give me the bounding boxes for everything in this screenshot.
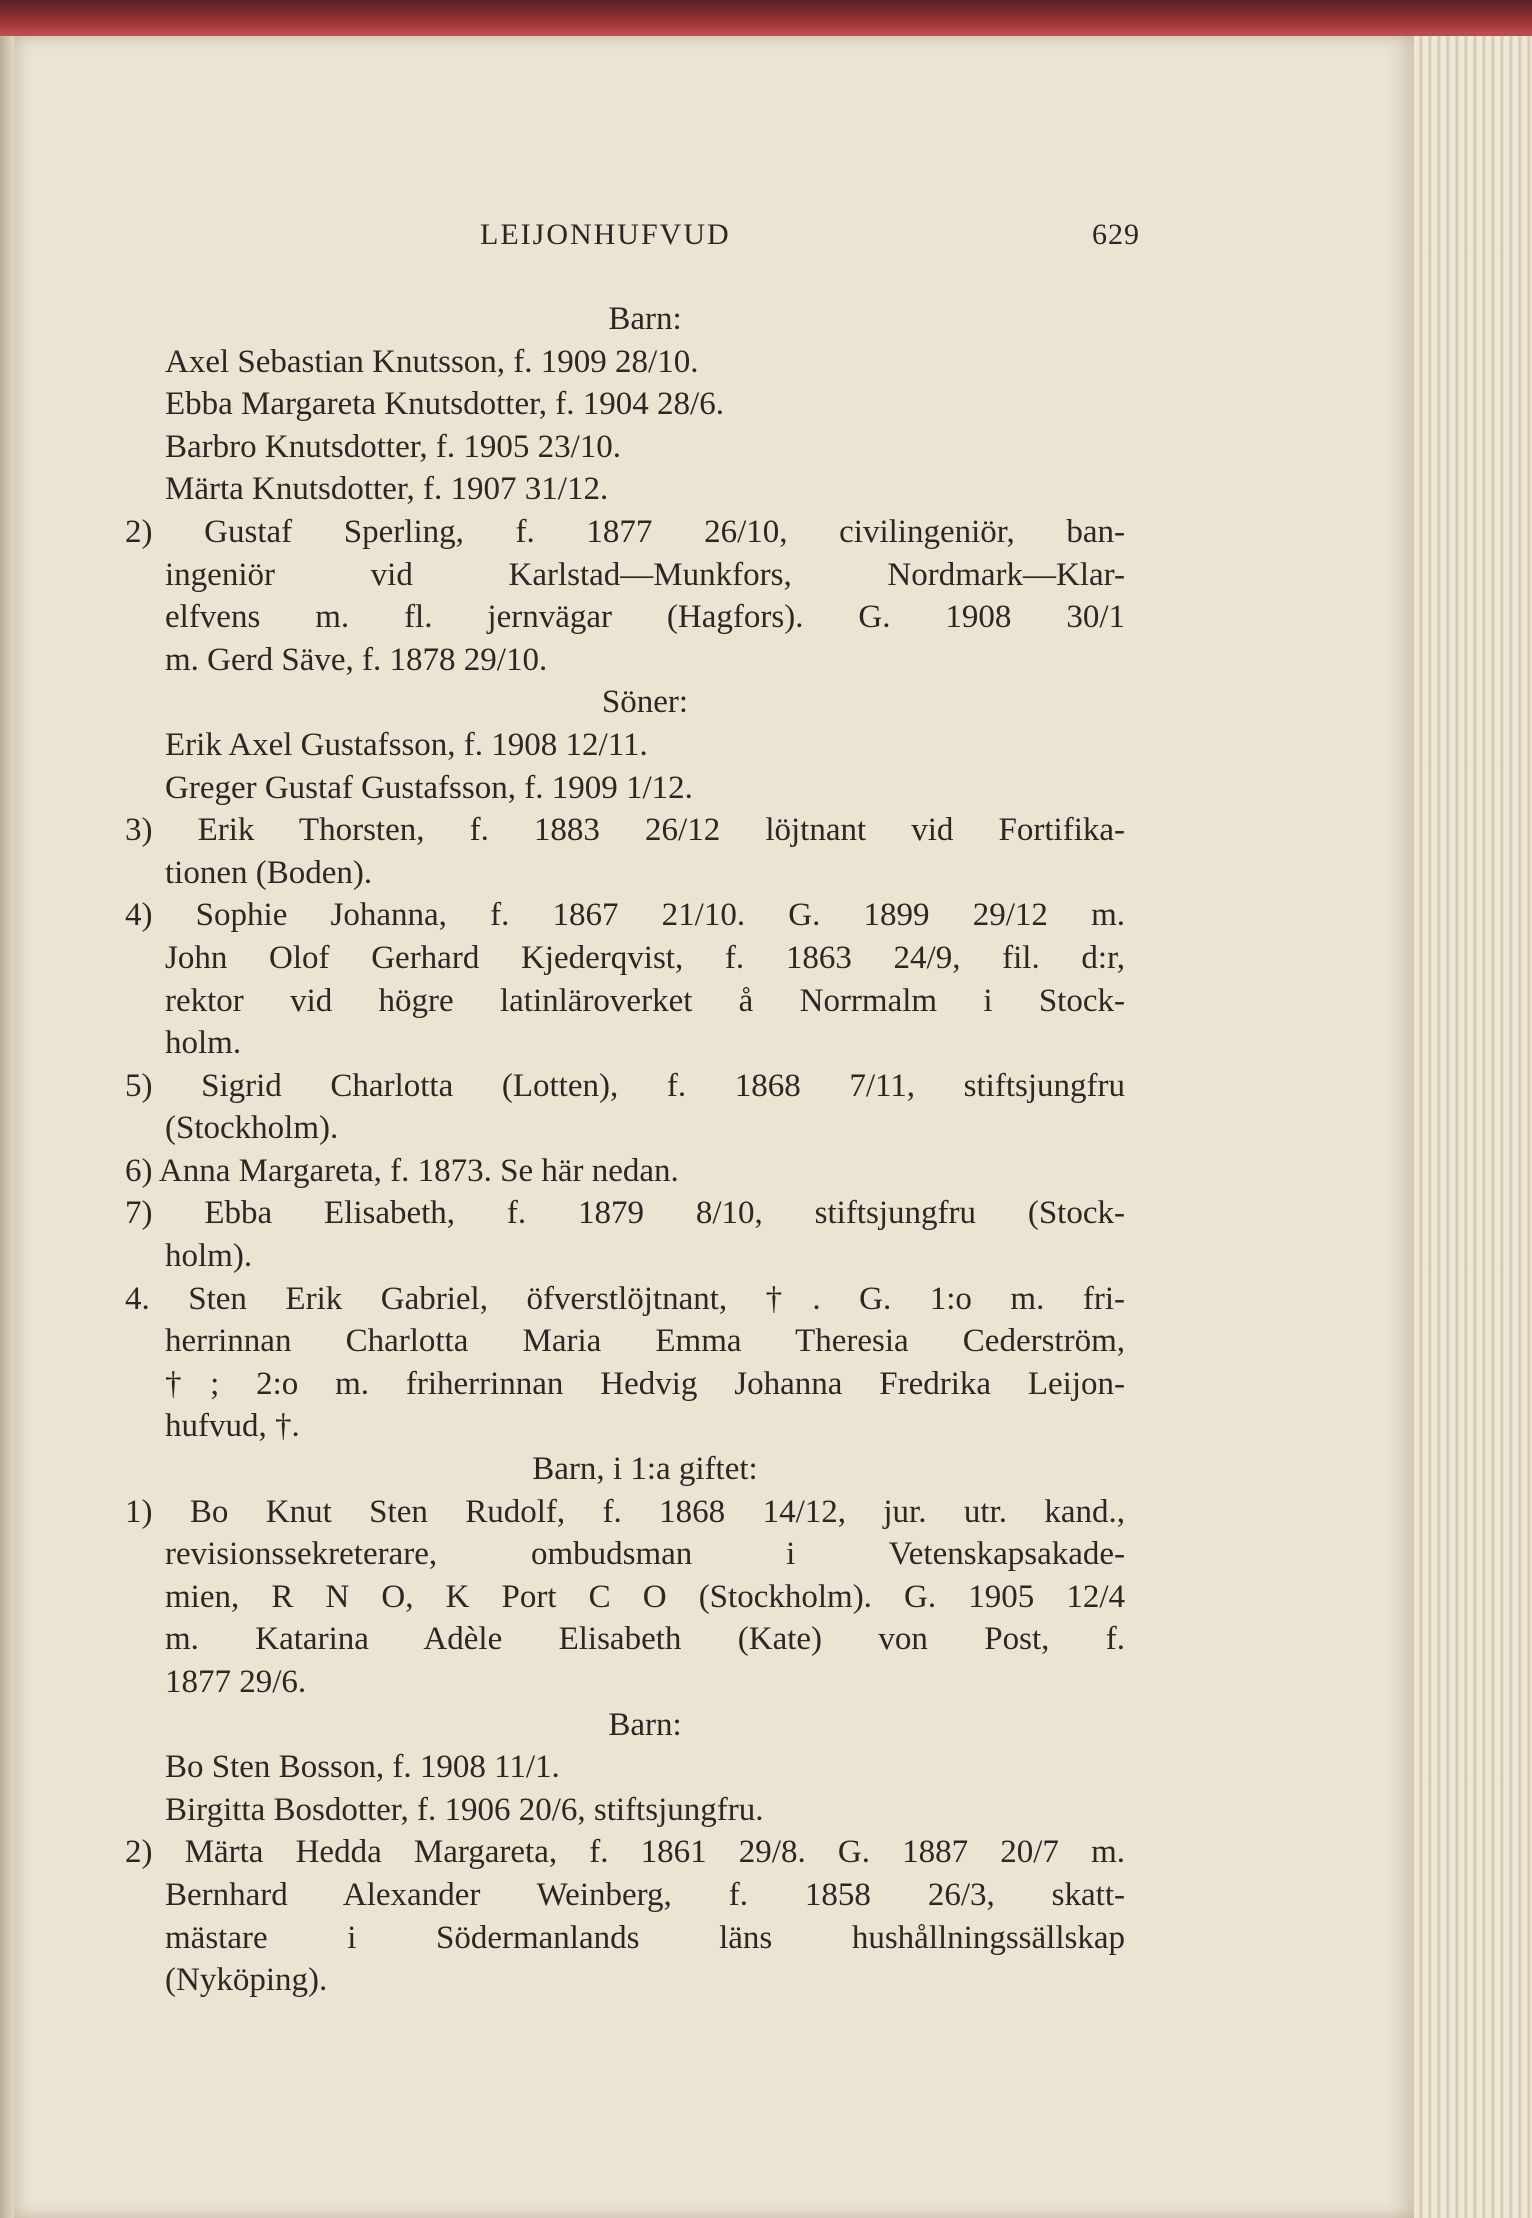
text-line: ingeniör vid Karlstad—Munkfors, Nordmark—Klar-: [165, 556, 1125, 593]
text-line: m. Katarina Adèle Elisabeth (Kate) von Post, f.: [165, 1621, 1125, 1658]
text-line: Axel Sebastian Knutsson, f. 1909 28/10.: [165, 343, 699, 380]
text-line: revisionssekreterare, ombudsman i Vetenskapsakade-: [165, 1536, 1125, 1573]
genealogy-text: [125, 298, 1125, 2002]
running-title: LEIJONHUFVUD: [480, 218, 731, 251]
text-line: †; 2:o m. friherrinnan Hedvig Johanna Fredrika Leijon-: [165, 1365, 1125, 1402]
text-line: Barn:: [608, 1706, 682, 1743]
text-line: 5) Sigrid Charlotta (Lotten), f. 1868 7/11, stiftsjungfru: [125, 1067, 1125, 1104]
text-line: 2) Märta Hedda Margareta, f. 1861 29/8. G. 1887 20/7 m.: [125, 1834, 1125, 1871]
text-line: Barn:: [608, 301, 682, 337]
text-line: 4) Sophie Johanna, f. 1867 21/10. G. 1899 29/12 m.: [125, 897, 1125, 934]
text-line: tionen (Boden).: [165, 854, 373, 891]
text-line: elfvens m. fl. jernvägar (Hagfors). G. 1908 30/1: [165, 599, 1125, 636]
text-line: Ebba Margareta Knutsdotter, f. 1904 28/6.: [165, 386, 724, 423]
text-line: 7) Ebba Elisabeth, f. 1879 8/10, stiftsjungfru (Stock-: [125, 1195, 1125, 1232]
text-line: Märta Knutsdotter, f. 1907 31/12.: [165, 471, 609, 508]
text-line: mästare i Södermanlands läns hushållningssällskap: [165, 1919, 1125, 1956]
text-line: (Nyköping).: [165, 1962, 328, 1999]
page-binding: [0, 36, 14, 2218]
text-line: Greger Gustaf Gustafsson, f. 1909 1/12.: [165, 769, 693, 806]
text-line: John Olof Gerhard Kjederqvist, f. 1863 24/9, fil. d:r,: [165, 939, 1125, 976]
page-number: 629: [1092, 218, 1140, 251]
text-line: mien, R N O, K Port C O (Stockholm). G. 1905 12/4: [165, 1578, 1125, 1615]
text-line: herrinnan Charlotta Maria Emma Theresia Cederström,: [165, 1323, 1125, 1360]
text-line: Barbro Knutsdotter, f. 1905 23/10.: [165, 428, 622, 465]
text-line: 3) Erik Thorsten, f. 1883 26/12 löjtnant vid Fortifika-: [125, 812, 1125, 849]
text-line: 2) Gustaf Sperling, f. 1877 26/10, civilingeniör, ban-: [125, 513, 1125, 550]
text-line: 4. Sten Erik Gabriel, öfverstlöjtnant, †. G. 1:o m. fri-: [125, 1280, 1125, 1317]
text-line: 6) Anna Margareta, f. 1873. Se här nedan.: [125, 1152, 679, 1189]
text-line: hufvud, †.: [165, 1408, 300, 1445]
text-line: Erik Axel Gustafsson, f. 1908 12/11.: [165, 726, 648, 763]
text-line: 1877 29/6.: [165, 1664, 307, 1700]
text-line: Barn, i 1:a giftet:: [532, 1451, 758, 1488]
text-line: Birgitta Bosdotter, f. 1906 20/6, stiftsjungfru.: [165, 1791, 764, 1828]
text-line: holm).: [165, 1238, 253, 1275]
text-line: rektor vid högre latinläroverket å Norrmalm i Stock-: [165, 982, 1125, 1019]
text-line: 1) Bo Knut Sten Rudolf, f. 1868 14/12, jur. utr. kand.,: [125, 1493, 1125, 1530]
page-header: [480, 218, 1140, 258]
page-edges: [1414, 36, 1532, 2218]
text-line: (Stockholm).: [165, 1110, 339, 1147]
text-line: Söner:: [601, 684, 689, 721]
text-line: m. Gerd Säve, f. 1878 29/10.: [165, 641, 548, 678]
text-line: Bo Sten Bosson, f. 1908 11/1.: [165, 1749, 560, 1786]
text-line: Bernhard Alexander Weinberg, f. 1858 26/3, skatt-: [165, 1876, 1125, 1913]
text-line: holm.: [165, 1025, 242, 1062]
